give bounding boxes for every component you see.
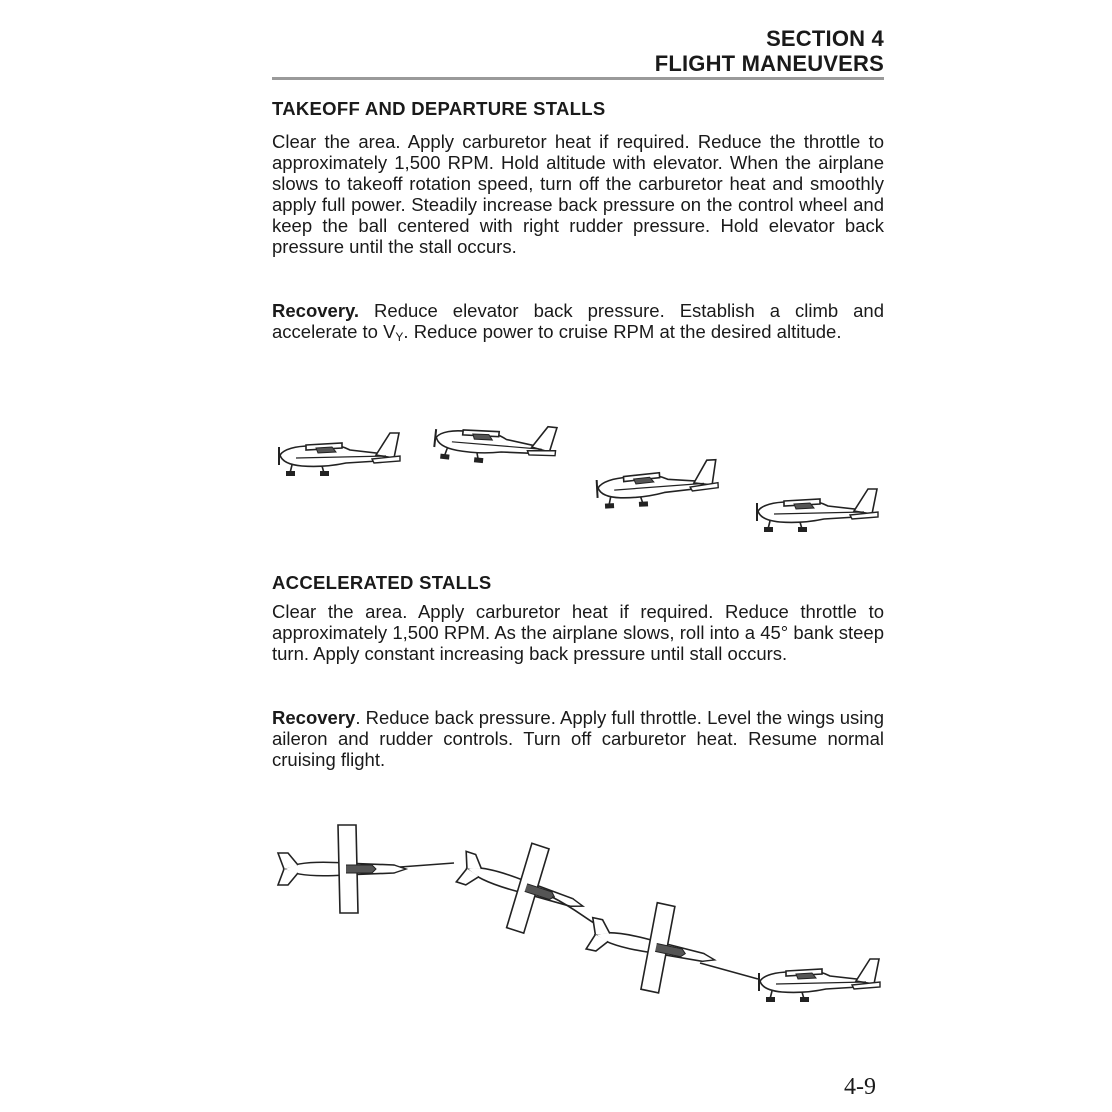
accelerated-stalls-heading: ACCELERATED STALLS bbox=[272, 572, 492, 593]
recovery-text-3: . Reduce back pressure. Apply full throttle. Level the wings using aileron and rudder controls. Turn off carburetor heat. Resume normal cruising flight. bbox=[272, 707, 884, 770]
section-number: SECTION 4 bbox=[766, 26, 884, 51]
accelerated-recovery-paragraph bbox=[272, 707, 884, 770]
banked-airplane-3-icon bbox=[580, 890, 723, 1003]
takeoff-stalls-paragraph: Clear the area. Apply carburetor heat if required. Reduce the throttle to approximately 1,500 RPM. Hold altitude with elevator. When the airplane slows to takeoff rotation speed, turn off the carburetor heat and smoothly apply full power. Steadily increase back pressure on the control wheel and keep the ball centered with right rudder pressure. Hold elevator back pressure until the stall occurs. bbox=[272, 131, 884, 257]
section-header bbox=[272, 26, 884, 76]
departure-stall-illustration bbox=[272, 405, 884, 535]
vy-subscript: Y bbox=[395, 330, 404, 344]
airplane-4-icon bbox=[757, 489, 878, 532]
airplane-2-icon bbox=[433, 415, 558, 470]
banked-airplane-1-icon bbox=[278, 825, 406, 913]
takeoff-stalls-heading: TAKEOFF AND DEPARTURE STALLS bbox=[272, 98, 606, 119]
banked-airplane-2-icon bbox=[448, 825, 597, 948]
airplane-1-icon bbox=[279, 433, 400, 476]
accelerated-stalls-paragraph: Clear the area. Apply carburetor heat if required. Reduce throttle to approximately 1,500 RPM. As the airplane slows, roll into a 45° bank steep turn. Apply constant increasing back pressure until stall occurs. bbox=[272, 601, 884, 664]
recovery-label: Recovery. bbox=[272, 300, 360, 321]
recovery-label-2: Recovery bbox=[272, 707, 356, 728]
takeoff-recovery-paragraph bbox=[272, 300, 884, 348]
header-rule bbox=[272, 77, 884, 80]
section-title: FLIGHT MANEUVERS bbox=[654, 51, 884, 76]
trajectory-line-1 bbox=[400, 863, 454, 867]
recovery-text-1: Reduce elevator back pressure. Establish a climb and accelerate to V bbox=[272, 300, 884, 342]
airplane-3-icon bbox=[596, 460, 719, 509]
level-airplane-icon bbox=[759, 959, 880, 1002]
recovery-text-2: . Reduce power to cruise RPM at the desired altitude. bbox=[403, 321, 842, 342]
accelerated-stall-illustration bbox=[272, 815, 884, 1015]
page-number: 4-9 bbox=[844, 1074, 876, 1100]
trajectory-line-3 bbox=[700, 963, 758, 979]
